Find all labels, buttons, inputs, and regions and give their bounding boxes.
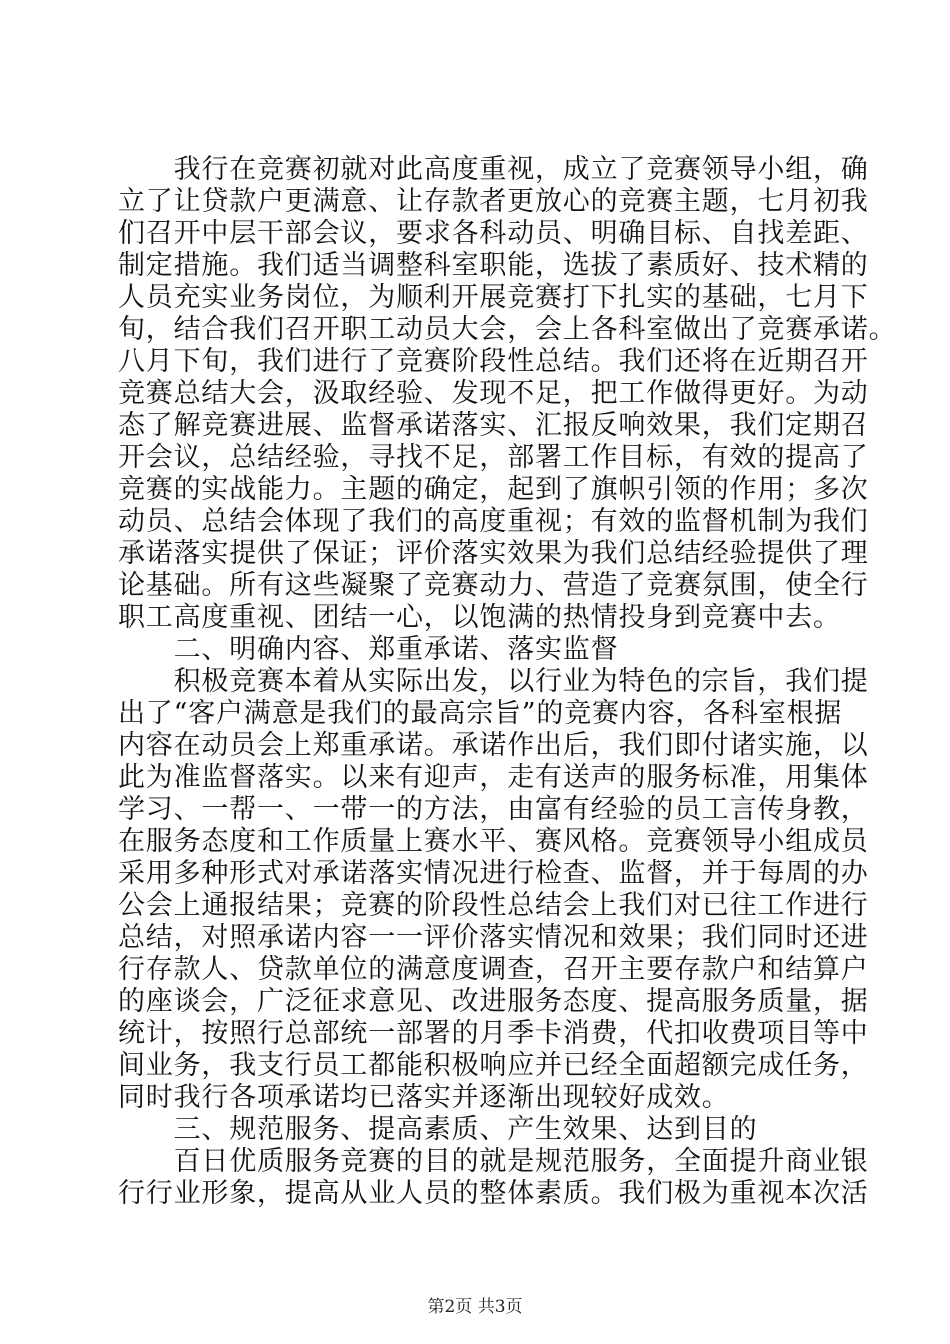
text-line: 同时我行各项承诺均已落实并逐渐出现较好成效。 xyxy=(118,1082,730,1113)
text-line: 积极竞赛本着从实际出发，以行业为特色的宗旨，我们提 xyxy=(118,666,869,697)
text-line: 态了解竞赛进展、监督承诺落实、汇报反响效果，我们定期召 xyxy=(118,410,869,441)
text-line: 承诺落实提供了保证；评价落实效果为我们总结经验提供了理 xyxy=(118,538,869,569)
text-line: 行行业形象，提高从业人员的整体素质。我们极为重视本次活 xyxy=(118,1178,869,1209)
text-line: 论基础。所有这些凝聚了竞赛动力、营造了竞赛氛围，使全行 xyxy=(118,570,869,601)
text-line: 间业务，我支行员工都能积极响应并已经全面超额完成任务， xyxy=(118,1050,869,1081)
text-line: 出了“客户满意是我们的最高宗旨”的竞赛内容，各科室根据 xyxy=(118,698,843,729)
page-number-footer: 第2页 共3页 xyxy=(427,1297,523,1317)
text-line: 此为准监督落实。以来有迎声，走有送声的服务标准，用集体 xyxy=(118,762,869,793)
text-line: 行存款人、贷款单位的满意度调查，召开主要存款户和结算户 xyxy=(118,954,869,985)
text-line: 公会上通报结果；竞赛的阶段性总结会上我们对已往工作进行 xyxy=(118,890,869,921)
text-line: 开会议，总结经验，寻找不足，部署工作目标，有效的提高了 xyxy=(118,442,869,473)
text-line: 们召开中层干部会议，要求各科动员、明确目标、自找差距、 xyxy=(118,218,869,249)
text-line: 总结，对照承诺内容一一评价落实情况和效果；我们同时还进 xyxy=(118,922,869,953)
text-line: 我行在竞赛初就对此高度重视，成立了竞赛领导小组，确 xyxy=(118,154,869,185)
text-line: 采用多种形式对承诺落实情况进行检查、监督，并于每周的办 xyxy=(118,858,869,889)
text-line: 的座谈会，广泛征求意见、改进服务态度、提高服务质量，据 xyxy=(118,986,869,1017)
section-heading: 三、规范服务、提高素质、产生效果、达到目的 xyxy=(118,1114,758,1145)
text-line: 动员、总结会体现了我们的高度重视；有效的监督机制为我们 xyxy=(118,506,869,537)
text-line: 立了让贷款户更满意、让存款者更放心的竞赛主题，七月初我 xyxy=(118,186,869,217)
text-line: 八月下旬，我们进行了竞赛阶段性总结。我们还将在近期召开 xyxy=(118,346,869,377)
text-line: 在服务态度和工作质量上赛水平、赛风格。竞赛领导小组成员 xyxy=(118,826,869,857)
text-line: 内容在动员会上郑重承诺。承诺作出后，我们即付诸实施，以 xyxy=(118,730,869,761)
text-line: 人员充实业务岗位，为顺利开展竞赛打下扎实的基础，七月下 xyxy=(118,282,869,313)
section-heading: 二、明确内容、郑重承诺、落实监督 xyxy=(118,634,619,665)
text-line: 竞赛总结大会，汲取经验、发现不足，把工作做得更好。为动 xyxy=(118,378,869,409)
text-line: 学习、一帮一、一带一的方法，由富有经验的员工言传身教， xyxy=(118,794,869,825)
text-line: 竞赛的实战能力。主题的确定，起到了旗帜引领的作用；多次 xyxy=(118,474,869,505)
text-line: 统计，按照行总部统一部署的月季卡消费，代扣收费项目等中 xyxy=(118,1018,869,1049)
text-line: 旬，结合我们召开职工动员大会，会上各科室做出了竞赛承诺。 xyxy=(118,314,897,345)
text-line: 百日优质服务竞赛的目的就是规范服务，全面提升商业银 xyxy=(118,1146,869,1177)
text-line: 制定措施。我们适当调整科室职能，选拔了素质好、技术精的 xyxy=(118,250,869,281)
text-line: 职工高度重视、团结一心，以饱满的热情投身到竞赛中去。 xyxy=(118,602,841,633)
